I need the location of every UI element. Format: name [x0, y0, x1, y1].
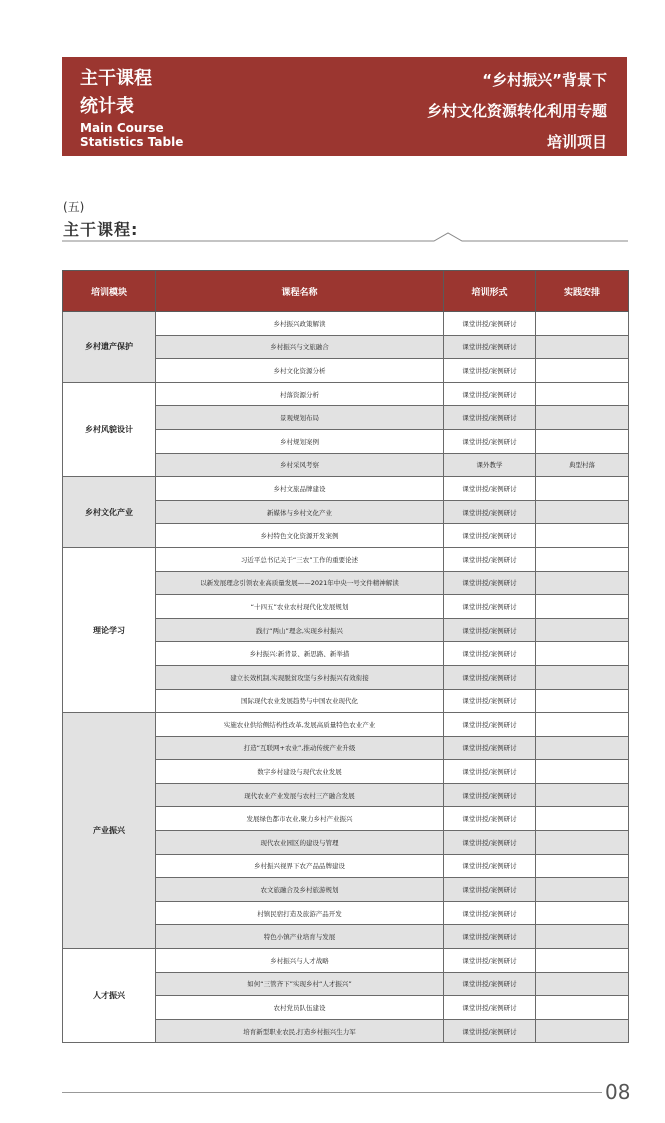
course-name-cell: 现代农业园区的建设与管理 [156, 831, 444, 855]
module-cell: 产业振兴 [63, 713, 156, 949]
practice-cell [536, 760, 629, 784]
banner-subtitle-line2: 乡村文化资源转化利用专题 [426, 102, 607, 120]
module-group [63, 713, 629, 949]
training-form-cell: 课堂讲授/案例研讨 [444, 736, 536, 760]
practice-cell [536, 359, 629, 383]
section-divider [62, 232, 628, 246]
training-form-cell: 课堂讲授/案例研讨 [444, 831, 536, 855]
table-row [63, 382, 629, 406]
table-row [63, 547, 629, 571]
banner-subtitle-line1: “乡村振兴”背景下 [482, 71, 607, 89]
module-cell: 乡村风貌设计 [63, 382, 156, 476]
training-form-cell: 课堂讲授/案例研讨 [444, 807, 536, 831]
module-group [63, 382, 629, 476]
practice-cell [536, 312, 629, 336]
course-table [62, 270, 629, 1043]
banner-subtitle-line3: 培训项目 [546, 133, 607, 151]
practice-cell [536, 406, 629, 430]
training-form-cell: 课堂讲授/案例研讨 [444, 972, 536, 996]
course-name-cell: 发展绿色都市农业,聚力乡村产业振兴 [156, 807, 444, 831]
training-form-cell: 课堂讲授/案例研讨 [444, 854, 536, 878]
course-name-cell: 以新发展理念引领农业高质量发展——2021年中央一号文件精神解读 [156, 571, 444, 595]
table-row [63, 949, 629, 973]
practice-cell [536, 783, 629, 807]
table-row [63, 312, 629, 336]
practice-cell [536, 618, 629, 642]
banner-left [80, 65, 183, 149]
course-name-cell: 特色小镇产业培育与发展 [156, 925, 444, 949]
practice-cell [536, 972, 629, 996]
course-name-cell: 乡村振兴政策解读 [156, 312, 444, 336]
training-form-cell: 课堂讲授/案例研讨 [444, 878, 536, 902]
practice-cell [536, 854, 629, 878]
practice-cell [536, 925, 629, 949]
training-form-cell: 课堂讲授/案例研讨 [444, 925, 536, 949]
course-name-cell: 乡村特色文化资源开发案例 [156, 524, 444, 548]
course-name-cell: 乡村振兴与文旅融合 [156, 335, 444, 359]
course-name-cell: “十四五”农业农村现代化发展规划 [156, 595, 444, 619]
practice-cell [536, 547, 629, 571]
training-form-cell: 课堂讲授/案例研讨 [444, 429, 536, 453]
banner-title-cn-line1: 主干课程 [80, 68, 152, 89]
practice-cell [536, 949, 629, 973]
header-form: 培训形式 [444, 271, 536, 312]
training-form-cell: 课堂讲授/案例研讨 [444, 1019, 536, 1043]
module-cell: 理论学习 [63, 547, 156, 712]
course-name-cell: 农文旅融合及乡村旅游规划 [156, 878, 444, 902]
training-form-cell: 课堂讲授/案例研讨 [444, 618, 536, 642]
footer-divider [62, 1092, 602, 1093]
training-form-cell: 课堂讲授/案例研讨 [444, 996, 536, 1020]
banner-title-cn-line2: 统计表 [80, 96, 134, 117]
header-banner [62, 57, 627, 156]
course-name-cell: 乡村文旅品牌建设 [156, 477, 444, 501]
table-row [63, 477, 629, 501]
training-form-cell: 课堂讲授/案例研讨 [444, 547, 536, 571]
module-group [63, 477, 629, 548]
module-cell: 乡村文化产业 [63, 477, 156, 548]
course-name-cell: 习近平总书记关于“三农”工作的重要论述 [156, 547, 444, 571]
training-form-cell: 课堂讲授/案例研讨 [444, 642, 536, 666]
training-form-cell: 课堂讲授/案例研讨 [444, 359, 536, 383]
practice-cell [536, 595, 629, 619]
banner-title-en-line2: Statistics Table [80, 135, 184, 149]
training-form-cell: 课堂讲授/案例研讨 [444, 689, 536, 713]
course-name-cell: 现代农业产业发展与农村三产融合发展 [156, 783, 444, 807]
training-form-cell: 课堂讲授/案例研讨 [444, 406, 536, 430]
practice-cell: 典型村落 [536, 453, 629, 477]
practice-cell [536, 665, 629, 689]
training-form-cell: 课堂讲授/案例研讨 [444, 949, 536, 973]
practice-cell [536, 382, 629, 406]
practice-cell [536, 831, 629, 855]
section-title: 主干课程: [63, 220, 139, 239]
module-cell: 乡村遗产保护 [63, 312, 156, 383]
banner-right [427, 65, 607, 158]
table-header-row [63, 271, 629, 312]
training-form-cell: 课堂讲授/案例研讨 [444, 312, 536, 336]
practice-cell [536, 689, 629, 713]
practice-cell [536, 571, 629, 595]
course-name-cell: 践行“两山”理念,实现乡村振兴 [156, 618, 444, 642]
practice-cell [536, 878, 629, 902]
practice-cell [536, 901, 629, 925]
training-form-cell: 课堂讲授/案例研讨 [444, 783, 536, 807]
training-form-cell: 课堂讲授/案例研讨 [444, 901, 536, 925]
module-group [63, 312, 629, 383]
practice-cell [536, 524, 629, 548]
practice-cell [536, 736, 629, 760]
training-form-cell: 课堂讲授/案例研讨 [444, 335, 536, 359]
page-number: 08 [605, 1080, 631, 1104]
training-form-cell: 课堂讲授/案例研讨 [444, 477, 536, 501]
practice-cell [536, 1019, 629, 1043]
course-name-cell: 农村党员队伍建设 [156, 996, 444, 1020]
course-name-cell: 村落资源分析 [156, 382, 444, 406]
course-name-cell: 乡村采风考察 [156, 453, 444, 477]
course-name-cell: 如何“三管齐下”实现乡村“人才振兴” [156, 972, 444, 996]
course-name-cell: 培育新型职业农民,打造乡村振兴生力军 [156, 1019, 444, 1043]
training-form-cell: 课堂讲授/案例研讨 [444, 524, 536, 548]
practice-cell [536, 500, 629, 524]
table-row [63, 713, 629, 737]
header-module: 培训模块 [63, 271, 156, 312]
course-name-cell: 新媒体与乡村文化产业 [156, 500, 444, 524]
module-group [63, 547, 629, 712]
course-name-cell: 实施农业供给侧结构性改革,发展高质量特色农业产业 [156, 713, 444, 737]
training-form-cell: 课堂讲授/案例研讨 [444, 665, 536, 689]
course-name-cell: 打造“互联网+农业”,推动传统产业升级 [156, 736, 444, 760]
header-practice: 实践安排 [536, 271, 629, 312]
course-name-cell: 乡村规划案例 [156, 429, 444, 453]
practice-cell [536, 477, 629, 501]
course-name-cell: 国际现代农业发展趋势与中国农业现代化 [156, 689, 444, 713]
course-name-cell: 村镇民宿打造及旅游产品开发 [156, 901, 444, 925]
practice-cell [536, 807, 629, 831]
banner-title-en-line1: Main Course [80, 121, 164, 135]
course-name-cell: 乡村振兴:新背景、新思路、新举措 [156, 642, 444, 666]
practice-cell [536, 713, 629, 737]
course-name-cell: 景观规划布局 [156, 406, 444, 430]
course-name-cell: 建立长效机制,实现脱贫攻坚与乡村振兴有效衔接 [156, 665, 444, 689]
course-name-cell: 乡村振兴视界下农产品品牌建设 [156, 854, 444, 878]
practice-cell [536, 429, 629, 453]
training-form-cell: 课堂讲授/案例研讨 [444, 595, 536, 619]
training-form-cell: 课堂讲授/案例研讨 [444, 713, 536, 737]
course-name-cell: 乡村振兴与人才战略 [156, 949, 444, 973]
module-group [63, 949, 629, 1043]
header-course: 课程名称 [156, 271, 444, 312]
training-form-cell: 课外教学 [444, 453, 536, 477]
practice-cell [536, 335, 629, 359]
module-cell: 人才振兴 [63, 949, 156, 1043]
practice-cell [536, 642, 629, 666]
training-form-cell: 课堂讲授/案例研讨 [444, 571, 536, 595]
training-form-cell: 课堂讲授/案例研讨 [444, 760, 536, 784]
training-form-cell: 课堂讲授/案例研讨 [444, 382, 536, 406]
practice-cell [536, 996, 629, 1020]
training-form-cell: 课堂讲授/案例研讨 [444, 500, 536, 524]
section-number: (五) [63, 200, 85, 214]
course-name-cell: 数字乡村建设与现代农业发展 [156, 760, 444, 784]
course-name-cell: 乡村文化资源分析 [156, 359, 444, 383]
